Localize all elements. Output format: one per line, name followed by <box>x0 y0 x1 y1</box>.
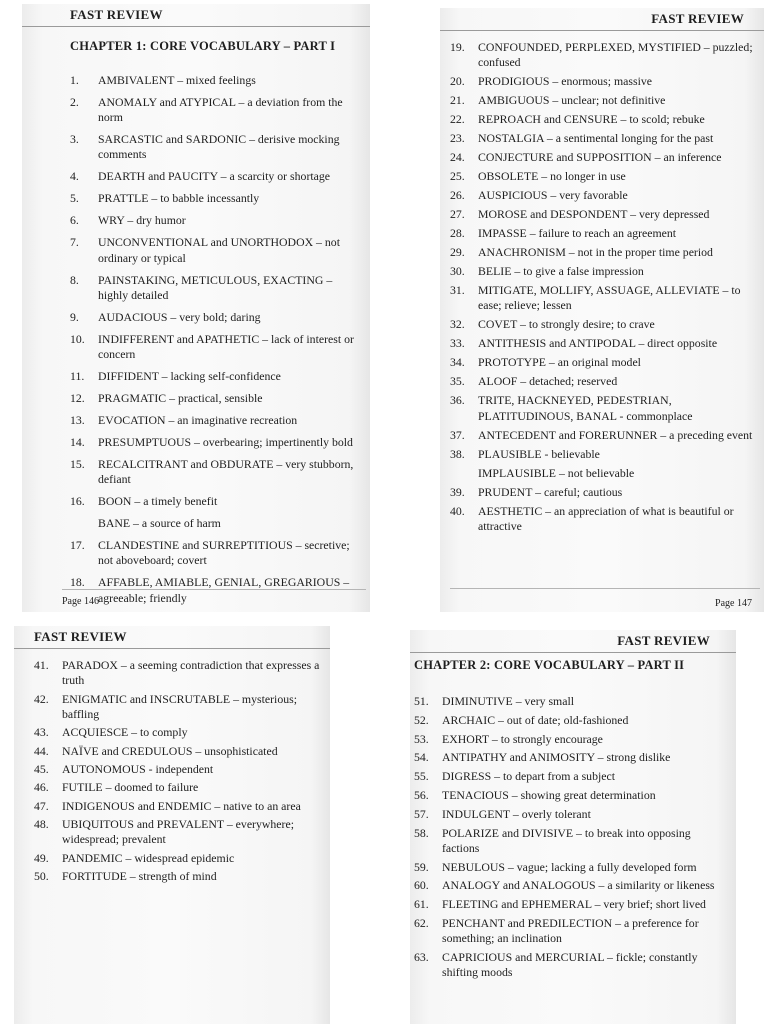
list-item <box>34 817 322 847</box>
item-text: PARADOX – a seeming contradiction that expresses a truth <box>62 658 320 688</box>
item-number: 6. <box>70 213 79 228</box>
item-number: 48. <box>34 817 49 832</box>
vocabulary-list <box>70 73 362 612</box>
item-text: REPROACH and CENSURE – to scold; rebuke <box>478 112 705 127</box>
item-number: 47. <box>34 798 49 813</box>
list-item <box>70 391 362 406</box>
list-item <box>450 317 756 332</box>
item-number: 62. <box>414 915 429 930</box>
item-number: 51. <box>414 694 429 708</box>
item-text: DEARTH and PAUCITY – a scarcity or shortage <box>98 169 331 184</box>
list-item <box>70 575 362 605</box>
item-text: ALOOF – detached; reserved <box>478 374 618 389</box>
item-text: ANTITHESIS and ANTIPODAL – direct opposite <box>478 336 718 351</box>
list-item <box>450 169 756 184</box>
list-item <box>70 95 362 125</box>
list-item <box>450 93 756 108</box>
list-item <box>70 273 362 303</box>
item-number: 29. <box>450 245 465 260</box>
item-number: 45. <box>34 761 49 776</box>
page-header <box>440 8 764 31</box>
item-number: 40. <box>450 503 465 518</box>
item-number: 26. <box>450 188 465 203</box>
item-text: COVET – to strongly desire; to crave <box>478 317 655 332</box>
list-item <box>70 413 362 428</box>
item-number: 50. <box>34 869 49 884</box>
list-item <box>450 74 756 89</box>
vocabulary-list <box>34 658 322 888</box>
list-item <box>450 283 756 313</box>
list-item <box>70 213 362 228</box>
item-number: 60. <box>414 878 429 893</box>
page-149 <box>410 630 736 1024</box>
item-number: 41. <box>34 658 49 672</box>
item-text: AUDACIOUS – very bold; daring <box>98 309 261 324</box>
item-text: PANDEMIC – widespread epidemic <box>62 850 235 865</box>
item-number: 63. <box>414 949 429 964</box>
item-number: 21. <box>450 93 465 108</box>
item-number: 49. <box>34 850 49 865</box>
item-number: 61. <box>414 897 429 912</box>
item-text: ENIGMATIC and INSCRUTABLE – mysterious; baffling <box>62 691 297 721</box>
list-item <box>34 692 322 722</box>
item-number: 55. <box>414 769 429 784</box>
list-item <box>34 762 322 777</box>
list-item <box>414 807 720 822</box>
list-item <box>70 538 362 568</box>
item-text: INDULGENT – overly tolerant <box>442 806 591 821</box>
list-item <box>450 393 756 423</box>
item-text: NAÏVE and CREDULOUS – unsophisticated <box>62 743 278 758</box>
item-text: DIFFIDENT – lacking self-confidence <box>98 369 281 384</box>
vocabulary-list <box>414 694 720 984</box>
item-text: TENACIOUS – showing great determination <box>442 787 656 802</box>
item-text: BELIE – to give a false impression <box>478 264 644 279</box>
item-text: EXHORT – to strongly encourage <box>442 731 603 746</box>
item-text: WRY – dry humor <box>98 213 186 228</box>
item-text: PAINSTAKING, METICULOUS, EXACTING – highly detailed <box>98 272 333 302</box>
item-number: 28. <box>450 226 465 241</box>
list-item <box>70 169 362 184</box>
item-text: PROTOTYPE – an original model <box>478 355 641 370</box>
item-text: RECALCITRANT and OBDURATE – very stubborn, defiant <box>98 457 354 487</box>
item-number: 13. <box>70 413 85 428</box>
list-item <box>414 826 720 856</box>
item-number: 58. <box>414 825 429 840</box>
list-item <box>450 245 756 260</box>
page-146 <box>22 4 370 612</box>
item-number: 43. <box>34 725 49 740</box>
item-number: 22. <box>450 112 465 127</box>
item-text: FLEETING and EPHEMERAL – very brief; short lived <box>442 897 706 912</box>
list-item <box>70 191 362 206</box>
item-text: ACQUIESCE – to comply <box>62 725 188 740</box>
item-number: 17. <box>70 538 85 553</box>
item-text: NEBULOUS – vague; lacking a fully developed form <box>442 859 697 874</box>
item-text: BANE – a source of harm <box>98 516 221 531</box>
item-number: 16. <box>70 494 85 509</box>
item-text: ANOMALY and ATYPICAL – a deviation from the norm <box>98 95 343 125</box>
item-text: ANTECEDENT and FORERUNNER – a preceding event <box>478 427 753 442</box>
item-text: PRUDENT – careful; cautious <box>478 484 623 499</box>
item-text: IMPLAUSIBLE – not believable <box>478 465 635 480</box>
item-number: 54. <box>414 750 429 765</box>
list-item <box>34 780 322 795</box>
page-147 <box>440 8 764 612</box>
list-item <box>70 332 362 362</box>
item-number: 20. <box>450 74 465 89</box>
item-number: 11. <box>70 369 85 384</box>
list-item <box>450 226 756 241</box>
item-number: 46. <box>34 780 49 795</box>
item-number: 57. <box>414 806 429 821</box>
item-number: 5. <box>70 191 79 206</box>
item-number: 31. <box>450 283 465 298</box>
item-text: IMPASSE – failure to reach an agreement <box>478 226 677 241</box>
page-number: Page 147 <box>715 598 752 609</box>
item-text: PENCHANT and PREDILECTION – a preference for something; an inclination <box>442 915 699 946</box>
item-text: UNCONVENTIONAL and UNORTHODOX – not ordinary or typical <box>98 235 340 265</box>
item-number: 56. <box>414 787 429 802</box>
item-text: AMBIVALENT – mixed feelings <box>98 73 256 87</box>
header-title: FAST REVIEW <box>34 629 127 644</box>
item-text: FUTILE – doomed to failure <box>62 780 199 795</box>
list-item <box>450 447 756 462</box>
item-number: 19. <box>450 40 465 54</box>
item-number: 12. <box>70 391 85 406</box>
footer-rule <box>450 588 760 589</box>
item-number: 25. <box>450 169 465 184</box>
list-item <box>450 355 756 370</box>
item-text: PLAUSIBLE - believable <box>478 446 600 461</box>
list-item <box>450 485 756 500</box>
vocabulary-list <box>450 40 756 538</box>
item-text: POLARIZE and DIVISIVE – to break into opposing factions <box>442 825 691 855</box>
item-number: 15. <box>70 457 85 472</box>
footer-rule <box>62 589 366 590</box>
page-header <box>22 4 370 27</box>
item-text: DIGRESS – to depart from a subject <box>442 769 615 784</box>
item-text: UBIQUITOUS and PREVALENT – everywhere; widespread; prevalent <box>62 817 294 847</box>
list-item <box>34 658 322 688</box>
item-number: 52. <box>414 712 429 727</box>
item-text: AUTONOMOUS - independent <box>62 761 214 776</box>
list-item <box>34 725 322 740</box>
item-text: SARCASTIC and SARDONIC – derisive mocking comments <box>98 132 340 162</box>
item-text: ANTIPATHY and ANIMOSITY – strong dislike <box>442 750 671 765</box>
item-number: 7. <box>70 235 79 250</box>
list-item <box>414 769 720 784</box>
item-text: OBSOLETE – no longer in use <box>478 169 626 184</box>
item-text: MOROSE and DESPONDENT – very depressed <box>478 207 710 222</box>
item-text: CLANDESTINE and SURREPTITIOUS – secretive; not aboveboard; covert <box>98 538 350 568</box>
item-text: ANACHRONISM – not in the proper time period <box>478 245 713 260</box>
item-number: 1. <box>70 73 79 87</box>
item-number: 35. <box>450 374 465 389</box>
list-item <box>450 264 756 279</box>
item-number: 42. <box>34 691 49 706</box>
list-item <box>414 788 720 803</box>
item-text: ANALOGY and ANALOGOUS – a similarity or likeness <box>442 878 715 893</box>
item-text: AESTHETIC – an appreciation of what is beautiful or attractive <box>478 503 734 533</box>
item-text: DIMINUTIVE – very small <box>442 694 575 708</box>
list-item <box>70 132 362 162</box>
list-item <box>450 466 756 481</box>
item-number: 34. <box>450 355 465 370</box>
item-number: 27. <box>450 207 465 222</box>
item-number: 30. <box>450 264 465 279</box>
list-item <box>414 950 720 980</box>
list-item <box>70 494 362 509</box>
list-item <box>450 207 756 222</box>
list-item <box>414 732 720 747</box>
item-number: 53. <box>414 731 429 746</box>
item-number: 38. <box>450 446 465 461</box>
item-number: 9. <box>70 309 79 324</box>
list-item <box>414 750 720 765</box>
list-item <box>34 744 322 759</box>
item-number: 24. <box>450 150 465 165</box>
item-text: NOSTALGIA – a sentimental longing for the past <box>478 131 714 146</box>
item-number: 8. <box>70 272 79 287</box>
item-number: 39. <box>450 484 465 499</box>
list-item <box>70 516 362 531</box>
item-text: ARCHAIC – out of date; old-fashioned <box>442 712 629 727</box>
list-item <box>414 916 720 946</box>
item-text: PRESUMPTUOUS – overbearing; impertinently bold <box>98 435 353 450</box>
page-header <box>410 630 736 653</box>
item-number: 36. <box>450 393 465 408</box>
item-number: 18. <box>70 575 85 590</box>
item-number: 10. <box>70 331 85 346</box>
list-item <box>414 694 720 709</box>
item-text: AMBIGUOUS – unclear; not definitive <box>478 93 666 108</box>
header-title: FAST REVIEW <box>617 633 710 648</box>
item-text: PRATTLE – to babble incessantly <box>98 191 260 206</box>
header-title: FAST REVIEW <box>70 7 163 22</box>
header-title: FAST REVIEW <box>651 11 744 26</box>
item-number: 4. <box>70 169 79 184</box>
list-item <box>450 131 756 146</box>
item-number: 2. <box>70 95 79 109</box>
item-text: PRAGMATIC – practical, sensible <box>98 391 263 406</box>
item-number: 59. <box>414 859 429 874</box>
list-item <box>70 235 362 265</box>
chapter-title: CHAPTER 1: CORE VOCABULARY – PART I <box>70 39 336 53</box>
item-text: TRITE, HACKNEYED, PEDESTRIAN, PLATITUDINOUS, BANAL - commonplace <box>478 393 693 423</box>
list-item <box>450 112 756 127</box>
list-item <box>414 860 720 875</box>
item-number: 33. <box>450 336 465 351</box>
item-number: 14. <box>70 435 85 450</box>
item-number: 3. <box>70 132 79 147</box>
item-text: INDIGENOUS and ENDEMIC – native to an area <box>62 798 301 813</box>
list-item <box>414 878 720 893</box>
item-number: 23. <box>450 131 465 146</box>
list-item <box>34 869 322 884</box>
list-item <box>34 851 322 866</box>
list-item <box>450 188 756 203</box>
item-number: 44. <box>34 743 49 758</box>
item-text: INDIFFERENT and APATHETIC – lack of interest or concern <box>98 331 354 362</box>
page-number: Page 146 <box>62 596 99 607</box>
list-item <box>70 457 362 487</box>
list-item <box>450 336 756 351</box>
chapter-title: CHAPTER 2: CORE VOCABULARY – PART II <box>414 658 685 672</box>
item-text: AUSPICIOUS – very favorable <box>478 188 628 203</box>
item-number: 37. <box>450 427 465 442</box>
list-item <box>70 73 362 88</box>
item-text: PRODIGIOUS – enormous; massive <box>478 74 652 89</box>
list-item <box>450 504 756 534</box>
item-text: FORTITUDE – strength of mind <box>62 869 217 884</box>
list-item <box>70 310 362 325</box>
item-text: EVOCATION – an imaginative recreation <box>98 413 298 428</box>
page-148 <box>14 626 330 1024</box>
list-item <box>450 428 756 443</box>
item-text: BOON – a timely benefit <box>98 494 218 509</box>
item-text: MITIGATE, MOLLIFY, ASSUAGE, ALLEVIATE – to ease; relieve; lessen <box>478 283 741 313</box>
list-item <box>450 40 756 70</box>
page-header <box>14 626 330 649</box>
list-item <box>450 150 756 165</box>
list-item <box>414 897 720 912</box>
item-text: AFFABLE, AMIABLE, GENIAL, GREGARIOUS – agreeable; friendly <box>98 575 350 605</box>
list-item <box>450 374 756 389</box>
list-item <box>34 799 322 814</box>
item-text: CONFOUNDED, PERPLEXED, MYSTIFIED – puzzled; confused <box>478 40 753 70</box>
list-item <box>414 713 720 728</box>
item-text: CAPRICIOUS and MERCURIAL – fickle; constantly shifting moods <box>442 949 698 980</box>
item-number: 32. <box>450 317 465 332</box>
list-item <box>70 369 362 384</box>
list-item <box>70 435 362 450</box>
item-text: CONJECTURE and SUPPOSITION – an inference <box>478 150 722 165</box>
